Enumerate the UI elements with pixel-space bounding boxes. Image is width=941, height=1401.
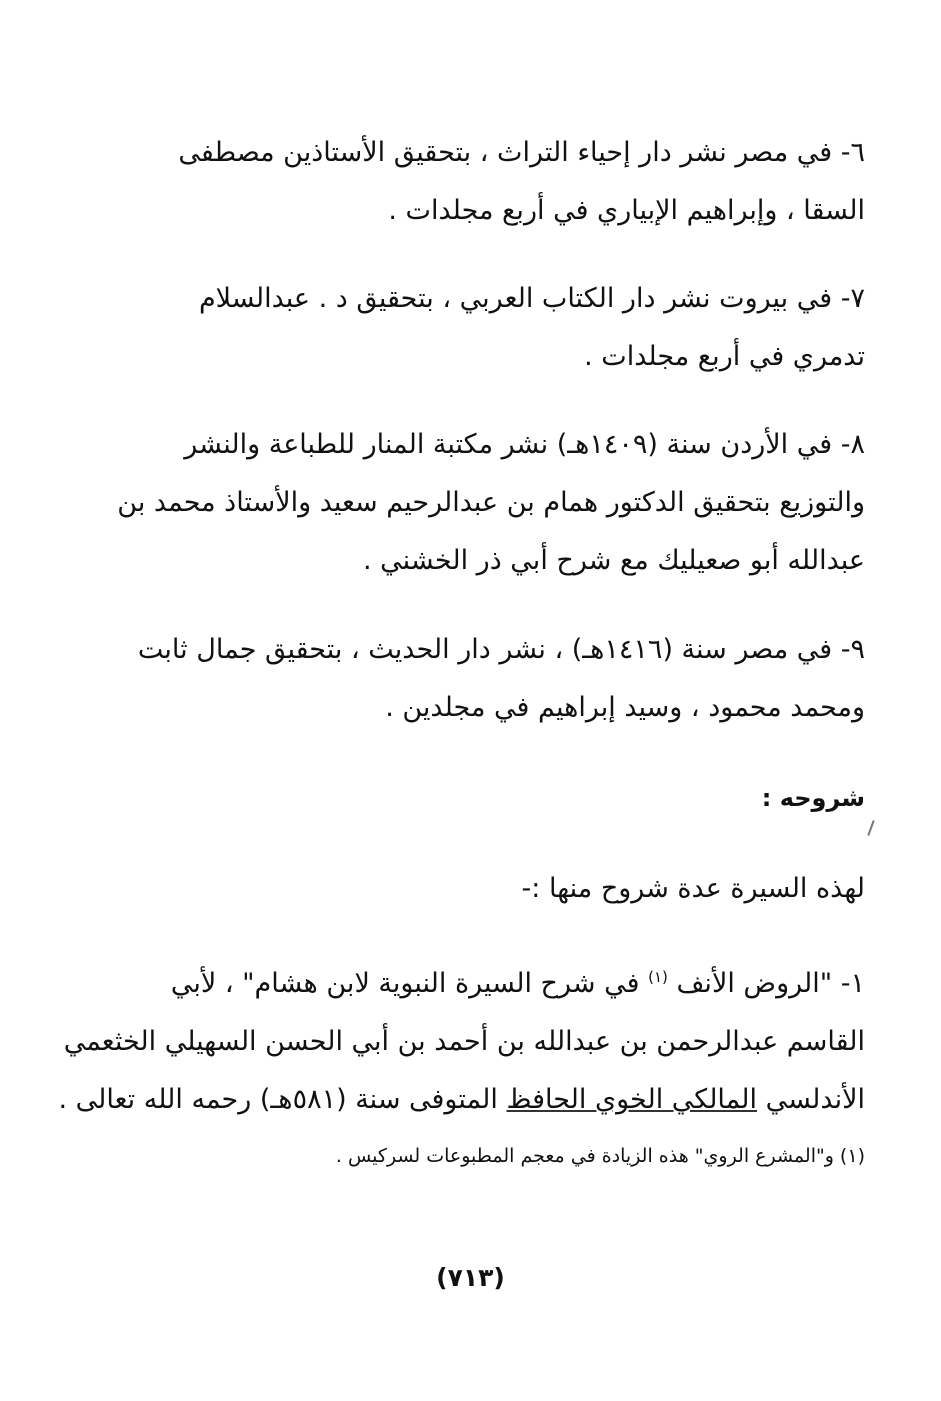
paragraph-line: والتوزيع بتحقيق الدكتور همام بن عبدالرحيم سعيد والأستاذ محمد بن [117, 487, 865, 518]
entry-title-text: ١- "الروض الأنف [676, 968, 865, 999]
scan-mark [867, 820, 874, 836]
paragraph-item-9 [70, 621, 865, 737]
entry-line-3 [58, 1071, 865, 1129]
entry-line-3-end: المتوفى سنة (٥٨١هـ) رحمه الله تعالى . [58, 1084, 498, 1115]
paragraph-line: ٦- في مصر نشر دار إحياء التراث ، بتحقيق الأستاذين مصطفى [178, 137, 865, 168]
paragraph-line: ومحمد محمود ، وسيد إبراهيم في مجلدين . [385, 692, 865, 723]
paragraph-line: ٨- في الأردن سنة (١٤٠٩هـ) نشر مكتبة المنار للطباعة والنشر [184, 429, 865, 460]
intro-text: لهذه السيرة عدة شروح منها :- [521, 873, 865, 904]
section-heading: شروحه : [761, 784, 865, 812]
page-number: (٧١٣) [436, 1263, 505, 1292]
paragraph-item-8 [70, 416, 865, 590]
paragraph-line: ٧- في بيروت نشر دار الكتاب العربي ، بتحقيق د . عبدالسلام [198, 283, 865, 314]
underlined-phrase: المالكي الخوي الحافظ [506, 1084, 757, 1115]
paragraph-line: تدمري في أربع مجلدات . [584, 341, 865, 372]
entry-line-3-start: الأندلسي [765, 1084, 865, 1115]
paragraph-line: عبدالله أبو صعيليك مع شرح أبي ذر الخشني . [363, 545, 865, 576]
commentary-entry-1 [58, 955, 865, 1129]
entry-line-1 [70, 955, 865, 1013]
footnote: (١) و"المشرع الروي" هذه الزيادة في معجم المطبوعات لسركيس . [335, 1145, 865, 1167]
entry-line-2: القاسم عبدالرحمن بن عبدالله بن أحمد بن أبي الحسن السهيلي الخثعمي [63, 1026, 865, 1057]
entry-title-continuation: في شرح السيرة النبوية لابن هشام" ، لأبي [170, 968, 640, 999]
intro-line [70, 860, 865, 918]
paragraph-item-6 [70, 124, 865, 240]
paragraph-line: السقا ، وإبراهيم الإبياري في أربع مجلدات . [388, 195, 865, 226]
paragraph-line: ٩- في مصر سنة (١٤١٦هـ) ، نشر دار الحديث ، بتحقيق جمال ثابت [137, 634, 865, 665]
footnote-reference: (١) [648, 968, 668, 986]
paragraph-item-7 [70, 270, 865, 386]
